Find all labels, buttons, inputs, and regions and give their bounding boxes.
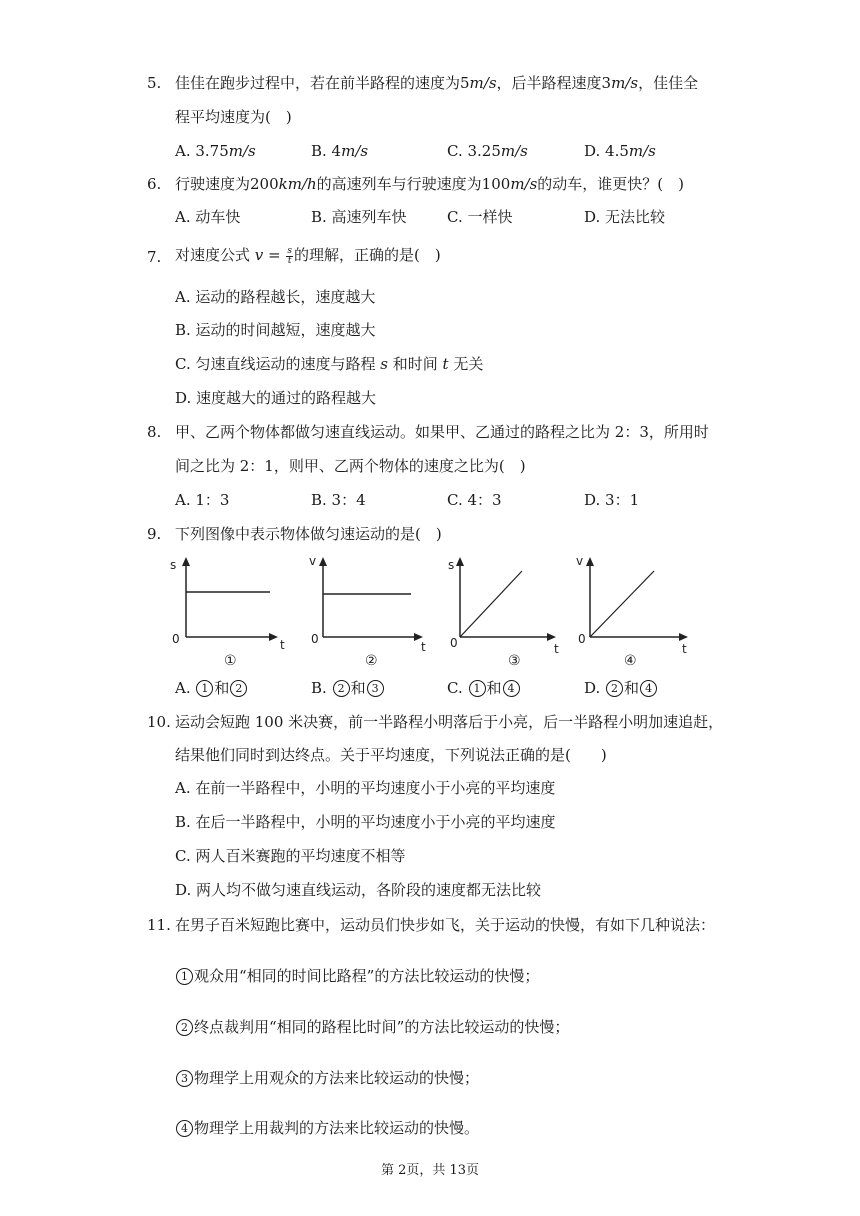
q7-option-c[interactable]	[175, 354, 483, 374]
q7-text-b: 的理解，正确的是( )	[294, 246, 441, 264]
q8-option-c[interactable]: C. 4：3	[447, 491, 502, 509]
q10-option-b[interactable]: B. 在后一半路程中，小明的平均速度小于小亮的平均速度	[175, 813, 556, 831]
q9-option-b-circle-1: 2	[333, 680, 350, 697]
graph-4-origin: 0	[578, 632, 586, 646]
q6-option-d[interactable]: D. 无法比较	[584, 208, 666, 226]
q5-text-a: 佳佳在跑步过程中，若在前半路程的速度为5	[175, 74, 470, 92]
fraction-numerator: s	[287, 245, 293, 256]
q9-option-a-and: 和	[214, 679, 230, 697]
q7-text-a: 对速度公式	[175, 246, 251, 264]
q9-option-d-and: 和	[624, 679, 640, 697]
q5-option-c[interactable]	[447, 141, 528, 161]
q10-option-c[interactable]: C. 两人百米赛跑的平均速度不相等	[175, 847, 406, 865]
q9-option-c-circle-2: 4	[503, 680, 520, 697]
fraction-denominator: t	[287, 255, 292, 266]
question-number-8: 8.	[147, 423, 162, 441]
question-11-line-1: 在男子百米短跑比赛中，运动员们快步如飞，关于运动的快慢，有如下几种说法：	[175, 916, 716, 934]
q9-option-d[interactable]	[584, 678, 658, 698]
graph-1-svg	[168, 555, 288, 673]
graph-1-mark: ①	[224, 653, 237, 669]
q8-option-d[interactable]: D. 3：1	[584, 491, 640, 509]
q9-option-b[interactable]	[311, 678, 385, 698]
graph-2-origin: 0	[311, 632, 319, 646]
q9-option-a-circle-1: 1	[196, 680, 213, 697]
question-5-line-2: 程平均速度为( )	[175, 108, 292, 126]
graph-2	[305, 555, 433, 677]
q5-option-d-unit: m/s	[628, 142, 656, 160]
graph-3-mark: ③	[508, 653, 521, 669]
q5-option-c-label: C. 3.25	[447, 142, 501, 160]
question-9-text: 下列图像中表示物体做匀速运动的是( )	[175, 525, 442, 543]
graph-2-ylabel: v	[309, 555, 317, 568]
graph-2-svg	[305, 555, 433, 673]
question-5-line-1	[175, 73, 698, 93]
q8-option-a[interactable]: A. 1：3	[175, 491, 230, 509]
velocity-formula-fraction	[286, 247, 293, 266]
q5-text-c: ，佳佳全	[638, 74, 699, 92]
q9-option-c-and: 和	[486, 679, 502, 697]
q6-option-b[interactable]: B. 高速列车快	[311, 208, 407, 226]
q5-option-a-label: A. 3.75	[175, 142, 229, 160]
q6-text-c: 的动车，谁更快？( )	[537, 175, 685, 193]
graph-3-xlabel: t	[554, 642, 559, 656]
q5-option-d[interactable]	[584, 141, 656, 161]
q10-option-a[interactable]: A. 在前一半路程中，小明的平均速度小于小亮的平均速度	[175, 779, 556, 797]
graph-4-xlabel: t	[682, 642, 687, 656]
q7-option-d[interactable]: D. 速度越大的通过的路程越大	[175, 389, 377, 407]
question-number-9: 9.	[147, 525, 162, 543]
velocity-formula-lhs: v	[254, 246, 264, 264]
statement-1-text: 观众用“相同的时间比路程”的方法比较运动的快慢；	[194, 967, 540, 985]
statement-3-text: 物理学上用观众的方法来比较运动的快慢；	[194, 1069, 480, 1087]
graph-1-xlabel: t	[280, 638, 285, 652]
question-8-line-2: 间之比为 2：1，则甲、乙两个物体的速度之比为( )	[175, 457, 526, 475]
graph-1-ylabel: s	[170, 558, 177, 572]
graph-3-svg	[442, 555, 566, 673]
q9-option-b-letter: B.	[311, 679, 327, 697]
q9-option-c[interactable]	[447, 678, 521, 698]
question-6-text	[175, 174, 684, 194]
q5-option-b-label: B. 4	[311, 142, 342, 160]
question-10-line-2: 结果他们同时到达终点。关于平均速度，下列说法正确的是( )	[175, 746, 607, 764]
statement-2-mark: 2	[176, 1019, 193, 1036]
q9-option-a[interactable]	[175, 678, 248, 698]
page-footer: 第 2页，共 13页	[380, 1163, 480, 1178]
q9-option-c-circle-1: 1	[469, 680, 486, 697]
question-number-11: 11.	[147, 916, 171, 934]
q6-text-a: 行驶速度为200	[175, 175, 279, 193]
q9-option-b-and: 和	[350, 679, 366, 697]
graph-3-ylabel: s	[448, 558, 455, 572]
q10-option-d[interactable]: D. 两人均不做匀速直线运动，各阶段的速度都无法比较	[175, 881, 542, 899]
statement-3-mark: 3	[176, 1070, 193, 1087]
q7-option-c-t: t	[442, 355, 449, 373]
statement-4-text: 物理学上用裁判的方法来比较运动的快慢。	[194, 1119, 480, 1137]
q6-option-c[interactable]: C. 一样快	[447, 208, 513, 226]
question-10-line-1: 运动会短跑 100 米决赛，前一半路程小明落后于小亮，后一半路程小明加速追赶，	[175, 713, 724, 731]
q7-option-a[interactable]: A. 运动的路程越长，速度越大	[175, 288, 376, 306]
question-8-line-1: 甲、乙两个物体都做匀速直线运动。如果甲、乙通过的路程之比为 2：3，所用时	[175, 423, 709, 441]
q7-option-c-text: C. 匀速直线运动的速度与路程	[175, 355, 376, 373]
question-number-7: 7.	[147, 248, 162, 266]
q9-option-a-circle-2: 2	[230, 680, 247, 697]
q9-option-a-letter: A.	[175, 679, 191, 697]
statement-4-mark: 4	[176, 1120, 193, 1137]
q5-option-b[interactable]	[311, 141, 368, 161]
q7-option-c-mid: 和时间	[387, 355, 443, 373]
graph-2-xlabel: t	[421, 640, 426, 654]
q6-unit-1: km/h	[278, 175, 317, 193]
graph-4-mark: ④	[624, 653, 637, 669]
graph-1-origin: 0	[172, 632, 180, 646]
q5-option-a[interactable]	[175, 141, 256, 161]
q5-unit-2: m/s	[611, 74, 639, 92]
q9-option-d-circle-1: 2	[606, 680, 623, 697]
q5-option-a-unit: m/s	[228, 142, 256, 160]
q5-option-c-unit: m/s	[500, 142, 528, 160]
q7-option-c-s: s	[380, 355, 388, 373]
q5-unit-1: m/s	[469, 74, 497, 92]
graph-4	[574, 555, 698, 677]
q5-text-b: ，后半路程速度3	[496, 74, 612, 92]
graph-4-svg	[574, 555, 698, 673]
graph-1	[168, 555, 288, 677]
question-7-text	[175, 245, 441, 266]
q5-option-b-unit: m/s	[341, 142, 369, 160]
statement-1-mark: 1	[176, 968, 193, 985]
q7-option-b[interactable]: B. 运动的时间越短，速度越大	[175, 321, 376, 339]
statement-1	[175, 966, 539, 986]
statement-3	[175, 1068, 479, 1088]
q9-option-c-letter: C.	[447, 679, 463, 697]
q8-option-b[interactable]: B. 3：4	[311, 491, 366, 509]
q9-option-b-circle-2: 3	[367, 680, 384, 697]
statement-4	[175, 1118, 479, 1138]
q6-option-a[interactable]: A. 动车快	[175, 208, 241, 226]
q6-text-b: 的高速列车与行驶速度为100	[316, 175, 511, 193]
q9-option-d-circle-2: 4	[640, 680, 657, 697]
q6-unit-2: m/s	[510, 175, 538, 193]
question-number-6: 6.	[147, 175, 162, 193]
graph-4-ylabel: v	[576, 555, 584, 568]
graph-2-mark: ②	[365, 653, 378, 669]
graph-3	[442, 555, 566, 677]
velocity-formula-equals: =	[263, 246, 286, 264]
question-number-5: 5.	[147, 74, 162, 92]
q5-option-d-label: D. 4.5	[584, 142, 629, 160]
question-number-10: 10.	[147, 713, 171, 731]
statement-2	[175, 1017, 569, 1037]
graph-3-origin: 0	[450, 636, 458, 650]
q7-option-c-end: 无关	[448, 355, 484, 373]
q9-option-d-letter: D.	[584, 679, 601, 697]
statement-2-text: 终点裁判用“相同的路程比时间”的方法比较运动的快慢；	[194, 1018, 570, 1036]
